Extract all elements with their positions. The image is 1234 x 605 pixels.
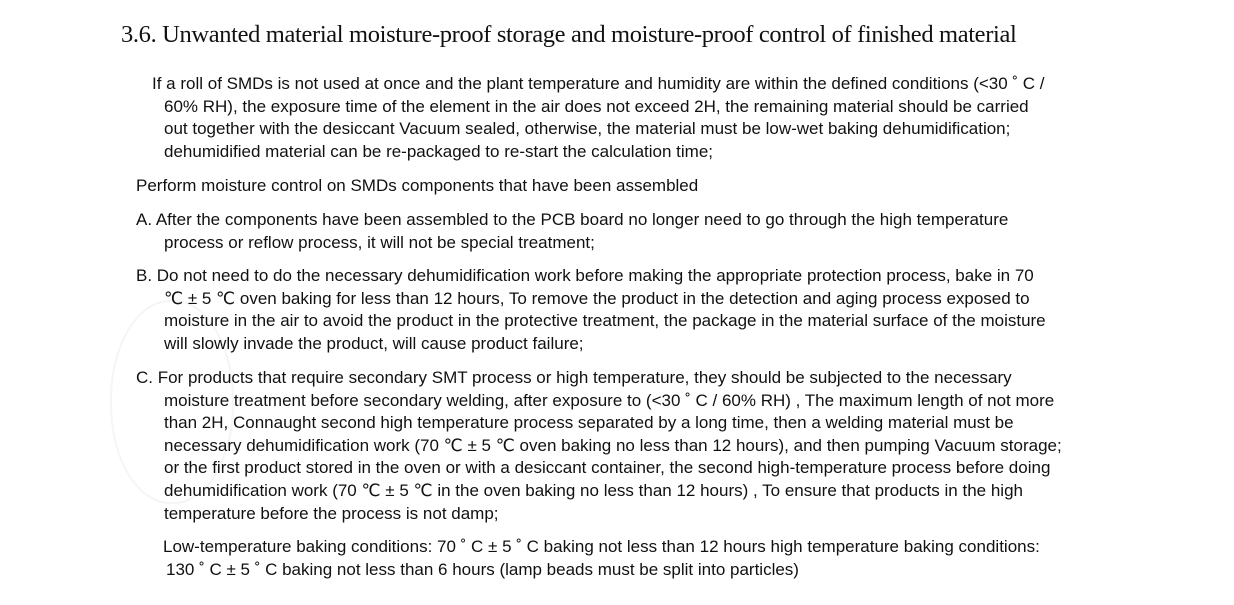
intro-line: If a roll of SMDs is not used at once and the plant temperature and humidity are within the defined conditions (<30 ˚ C / [152, 74, 1045, 93]
perform-line: Perform moisture control on SMDs components that have been assembled [136, 176, 699, 195]
item-a-line: process or reflow process, it will not be special treatment; [164, 232, 595, 252]
low-temp-paragraph [163, 536, 1040, 581]
item-a-line: A. After the components have been assembled to the PCB board no longer need to go through the high temperature [136, 210, 1009, 229]
intro-line: out together with the desiccant Vacuum sealed, otherwise, the material must be low-wet baking dehumidification; [164, 119, 1011, 139]
item-b-line: ℃ ± 5 ℃ oven baking for less than 12 hours, To remove the product in the detection and aging process exposed to [164, 288, 1030, 308]
item-c-line: moisture treatment before secondary welding, after exposure to (<30 ˚ C / 60% RH) , The maximum length of not more [164, 390, 1055, 410]
intro-paragraph [152, 73, 1045, 163]
item-b-line: moisture in the air to avoid the product in the protective treatment, the package in the material surface of the moisture [164, 311, 1046, 331]
item-a-paragraph [136, 209, 1008, 254]
low-temp-line: Low-temperature baking conditions: 70 ˚ C ± 5 ˚ C baking not less than 12 hours high temperature baking conditions: [163, 537, 1040, 556]
section-heading: 3.6. Unwanted material moisture-proof storage and moisture-proof control of finished material [121, 21, 1017, 48]
item-c-line: or the first product stored in the oven or with a desiccant container, the second high-temperature process before doing [164, 458, 1051, 478]
item-c-line: C. For products that require secondary SMT process or high temperature, they should be subjected to the necessary [136, 368, 1012, 387]
item-c-line: necessary dehumidification work (70 ℃ ± 5 ℃ oven baking no less than 12 hours), and then pumping Vacuum storage; [164, 435, 1062, 455]
item-c-line: dehumidification work (70 ℃ ± 5 ℃ in the oven baking no less than 12 hours) , To ensure that products in the high [164, 480, 1023, 500]
low-temp-line: 130 ˚ C ± 5 ˚ C baking not less than 6 hours (lamp beads must be split into particles) [166, 559, 799, 579]
item-b-line: B. Do not need to do the necessary dehumidification work before making the appropriate protection process, bake in 70 [136, 266, 1034, 285]
item-b-paragraph [136, 265, 1046, 355]
item-c-line: than 2H, Connaught second high temperature process separated by a long time, then a welding material must be [164, 413, 1014, 433]
intro-line: 60% RH), the exposure time of the element in the air does not exceed 2H, the remaining material should be carried [164, 96, 1029, 116]
item-b-line: will slowly invade the product, will cause product failure; [164, 333, 584, 353]
item-c-paragraph [136, 367, 1062, 525]
intro-line: dehumidified material can be re-packaged to re-start the calculation time; [164, 141, 714, 161]
item-c-line: temperature before the process is not damp; [164, 503, 499, 523]
perform-paragraph [136, 175, 698, 198]
